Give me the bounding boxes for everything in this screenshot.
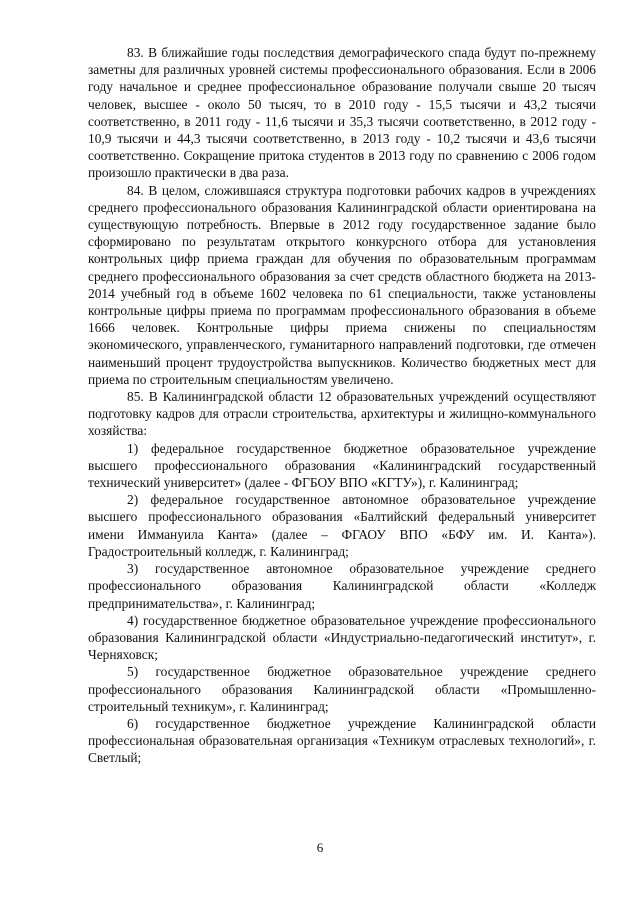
page-number: 6 [316,840,324,855]
list-item-5: 5) государственное бюджетное образовательное учреждение среднего профессионального образования Калининградской области «Промышленно-строительный техникум», г. Калининград; [88,664,596,714]
list-item-3: 3) государственное автономное образовательное учреждение среднего профессионального образования Калининградской области «Колледж предпринимательства», г. Калининград; [88,561,596,611]
paragraph-84: 84. В целом, сложившаяся структура подготовки рабочих кадров в учреждениях среднего профессионального образования Калининградской области ориентирована на существующую потребность. Впервые в 2012 году государственное задание было сформировано по результатам открытого конкурсного отбора для установления контрольных цифр приема граждан для обучения по образовательным программам среднего профессионального образования за счет средств областного бюджета на 2013-2014 учебный год в объеме 1602 человека по 61 специальности, также установлены контрольные цифры приема по программам профессионального образования в объеме 1666 человек. Контрольные цифры приема снижены по специальностям экономического, управленческого, гуманитарного направлений подготовки, где отмечен наименьший процент трудоустройства выпускников. Количество бюджетных мест для приема по строительным специальностям увеличено. [88,182,596,387]
paragraph-83: 83. В ближайшие годы последствия демографического спада будут по-прежнему заметны для различных уровней системы профессионального образования. Если в 2006 году начальное и среднее профессиональное образование получали свыше 20 тысяч человек, высшее - около 50 тысяч, то в 2010 году - 15,5 тысячи и 43,2 тысячи соответственно, в 2011 году - 11,6 тысячи и 35,3 тысячи соответственно, в 2012 году - 10,9 тысячи и 44,3 тысячи соответственно, в 2013 году - 10,2 тысячи и 43,6 тысячи соответственно. Сокращение притока студентов в 2013 году по сравнению с 2006 годом произошло практически в два раза. [88,45,596,181]
list-item-2: 2) федеральное государственное автономное образовательное учреждение высшего профессионального образования «Балтийский федеральный университет имени Иммануила Канта» (далее – ФГАОУ ВПО «БФУ им. И. Канта»). Градостроительный колледж, г. Калининград; [88,492,596,559]
document-body [88,44,596,767]
list-item-1: 1) федеральное государственное бюджетное образовательное учреждение высшего профессионального образования «Калининградский государственный технический университет» (далее - ФГБОУ ВПО «КГТУ»), г. Калининград; [88,440,596,491]
list-item-6: 6) государственное бюджетное учреждение Калининградской области профессиональная образовательная организация «Техникум отраслевых технологий», г. Светлый; [88,715,596,766]
paragraph-85: 85. В Калининградской области 12 образовательных учреждений осуществляют подготовку кадров для отрасли строительства, архитектуры и жилищно-коммунального хозяйства: [88,389,596,439]
list-item-4: 4) государственное бюджетное образовательное учреждение профессионального образования Калининградской области «Индустриально-педагогический институт», г. Черняховск; [88,612,596,663]
